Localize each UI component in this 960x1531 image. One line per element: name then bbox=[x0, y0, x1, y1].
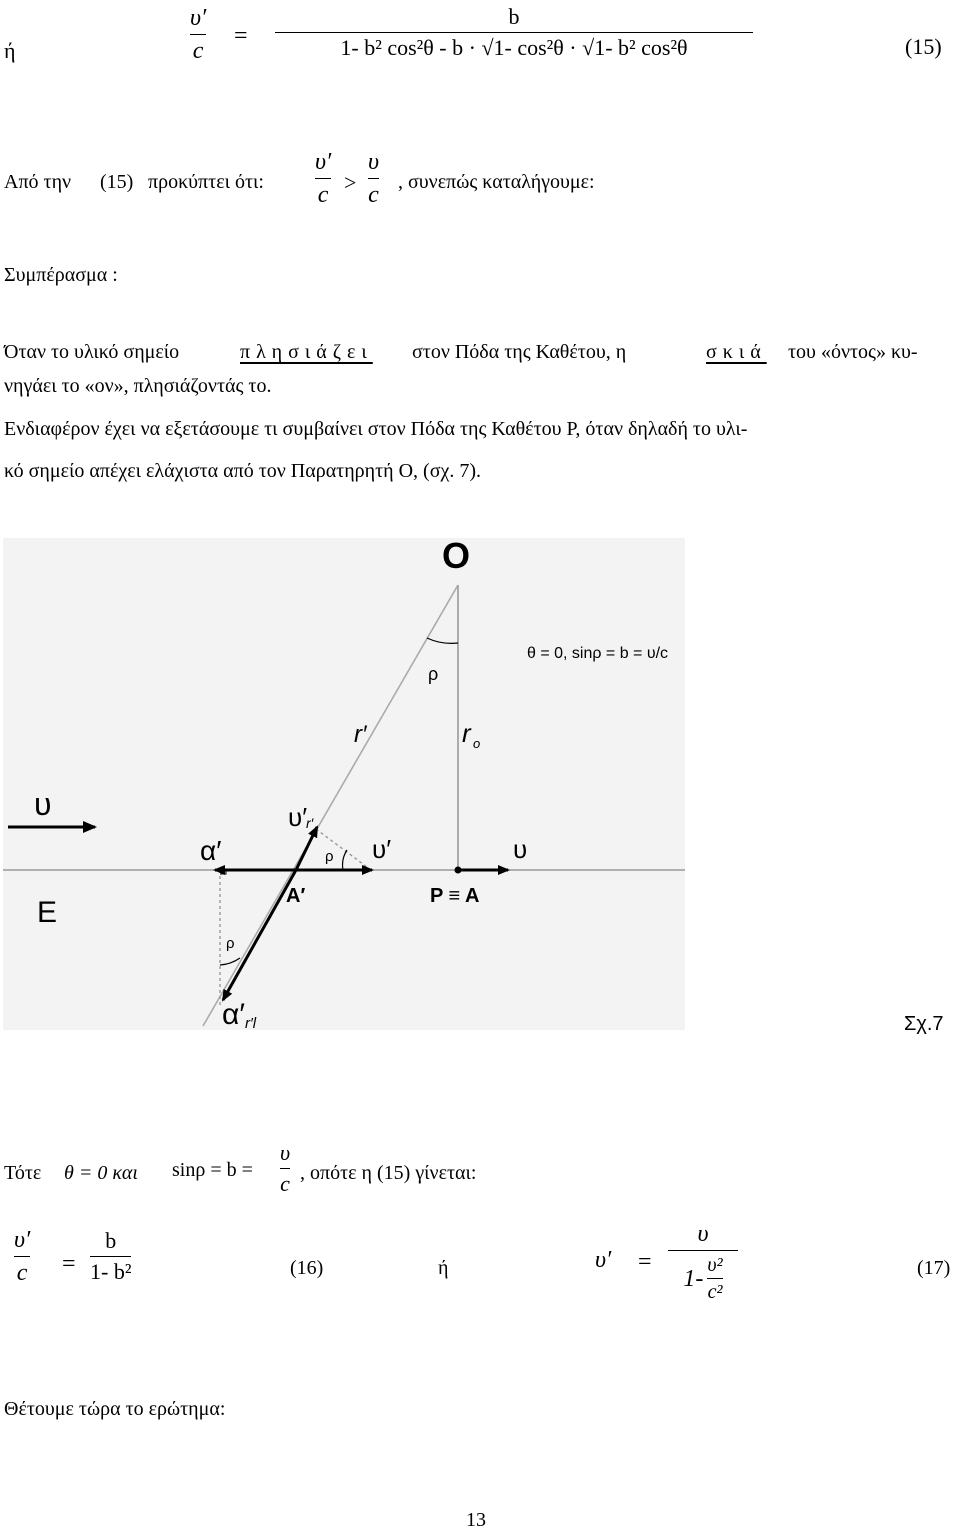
fraction-bar bbox=[668, 1250, 738, 1251]
figure-7 bbox=[0, 530, 960, 1040]
fraction-bar bbox=[368, 178, 379, 179]
label-r-o-sub: o bbox=[473, 736, 481, 751]
eq16-lhs-den: c bbox=[16, 1260, 28, 1286]
label-alpha-prime: α′ bbox=[200, 835, 222, 866]
eq15-rhs-num: b bbox=[508, 4, 520, 29]
fraction-bar bbox=[707, 1278, 722, 1279]
paragraph1-part-a: Όταν το υλικό σημείο bbox=[4, 341, 180, 363]
inequality-suffix: , συνεπώς καταλήγουμε: bbox=[398, 171, 595, 193]
eq17-num: υ bbox=[697, 1221, 709, 1247]
page-number: 13 bbox=[466, 1509, 486, 1531]
then-suffix: , οπότε η (15) γίνεται: bbox=[300, 1162, 477, 1184]
then-fraction-num: υ bbox=[280, 1140, 291, 1165]
inequality-lhs-den: c bbox=[317, 182, 329, 208]
label-O: O bbox=[442, 535, 471, 576]
eq16-rhs-num: b bbox=[105, 1228, 117, 1253]
label-P-equiv-A: P ≡ A bbox=[430, 885, 480, 907]
fraction-bar bbox=[280, 1168, 290, 1169]
figure-caption: Σχ.7 bbox=[904, 1013, 944, 1035]
conclusion-heading: Συμπέρασμα : bbox=[4, 264, 118, 286]
eq17-inner-num: υ² bbox=[707, 1254, 723, 1276]
eq15-lhs-num: υ′ bbox=[190, 5, 207, 31]
label-rho-mid: ρ bbox=[325, 848, 334, 865]
inequality-prefix: Από την bbox=[4, 171, 72, 193]
paragraph2-line2: κό σημείο απέχει ελάχιστα από τον Παρατηρητή O, (σχ. 7). bbox=[4, 460, 482, 482]
or-word: ή bbox=[438, 1257, 449, 1279]
eq15-equals: = bbox=[234, 23, 248, 49]
eq17-lhs: υ′ bbox=[595, 1247, 612, 1273]
inequality-rhs-den: c bbox=[368, 182, 379, 208]
inequality-lhs-num: υ′ bbox=[315, 149, 332, 175]
figure-background bbox=[3, 538, 685, 1030]
question-line: Θέτουμε τώρα το ερώτημα: bbox=[4, 1398, 226, 1420]
figure-annotation: θ = 0, sinρ = b = υ/c bbox=[527, 645, 669, 662]
eq15-lead: ή bbox=[4, 38, 16, 63]
paragraph1-part-b: στον Πόδα της Καθέτου, η bbox=[412, 341, 627, 363]
eq15-lhs-fraction bbox=[190, 6, 206, 63]
label-rho-top: ρ bbox=[428, 664, 439, 684]
paragraph2-line1: Ενδιαφέρον έχει να εξετάσουμε τι συμβαίνει στον Πόδα της Καθέτου P, όταν δηλαδή το υλι- bbox=[4, 418, 748, 440]
paragraph1-part-c: του «όντος» κυ- bbox=[788, 341, 918, 363]
fraction-bar bbox=[315, 178, 331, 179]
label-v-r-prime-sub: r′ bbox=[306, 815, 314, 831]
inequality-lhs-fraction bbox=[315, 150, 331, 207]
eq15-rhs-fraction bbox=[275, 6, 753, 59]
then-fraction-den: c bbox=[280, 1171, 290, 1196]
eq16-number: (16) bbox=[290, 1257, 324, 1279]
paragraph1-spaced-word-1: πλησιάζει bbox=[240, 341, 373, 363]
label-alpha-rl-sub: r′l bbox=[245, 1015, 257, 1032]
label-A-prime: A′ bbox=[286, 885, 306, 907]
eq16-lhs-num: υ′ bbox=[14, 1227, 31, 1253]
eq17-number: (17) bbox=[917, 1257, 951, 1279]
inequality-ref: (15) bbox=[100, 171, 134, 193]
label-v-right: υ bbox=[513, 834, 528, 864]
eq16-equals: = bbox=[62, 1251, 76, 1277]
eq15-number: (15) bbox=[905, 34, 942, 59]
label-r-o: r bbox=[462, 718, 471, 748]
label-v-r-prime: υ′ bbox=[288, 802, 308, 832]
then-fraction bbox=[280, 1142, 290, 1195]
label-v-prime: υ′ bbox=[372, 834, 392, 864]
label-r-prime: r′ bbox=[354, 721, 367, 748]
then-sin-expression: sinρ = b = bbox=[172, 1159, 253, 1181]
eq15-rhs-den: 1- b² cos²θ - b · √1- cos²θ · √1- b² cos²θ bbox=[340, 35, 688, 60]
fraction-bar bbox=[14, 1256, 30, 1257]
label-rho-low: ρ bbox=[226, 935, 235, 952]
then-prefix: Τότε bbox=[4, 1162, 42, 1184]
fraction-bar bbox=[275, 32, 753, 33]
eq17-fraction bbox=[668, 1222, 738, 1302]
then-condition: θ = 0 και bbox=[64, 1162, 138, 1184]
inequality-rhs-num: υ bbox=[368, 149, 380, 175]
label-E: E bbox=[37, 896, 58, 929]
inequality-middle: προκύπτει ότι: bbox=[148, 171, 264, 193]
eq17-equals: = bbox=[638, 1249, 652, 1275]
eq17-denominator bbox=[683, 1255, 722, 1302]
inequality-rhs-fraction bbox=[368, 150, 379, 207]
eq16-lhs-fraction bbox=[14, 1228, 30, 1285]
paragraph1-line2: νηγάει το «ον», πλησιάζοντάς το. bbox=[4, 375, 272, 397]
eq17-inner-den: c² bbox=[707, 1281, 723, 1303]
inequality-rel: > bbox=[344, 170, 357, 195]
paragraph1-spaced-word-2: σκιά bbox=[706, 341, 767, 363]
point-P bbox=[455, 867, 462, 874]
eq15-lhs-den: c bbox=[192, 38, 204, 64]
eq17-inner-fraction bbox=[707, 1255, 722, 1302]
eq16-rhs-fraction bbox=[90, 1230, 131, 1283]
label-alpha-rl: α′ bbox=[222, 998, 245, 1031]
eq17-den-prefix: 1- bbox=[683, 1265, 704, 1292]
label-v-left: υ bbox=[34, 786, 52, 822]
fraction-bar bbox=[90, 1256, 131, 1257]
eq16-rhs-den: 1- b² bbox=[90, 1259, 132, 1284]
fraction-bar bbox=[190, 34, 206, 35]
